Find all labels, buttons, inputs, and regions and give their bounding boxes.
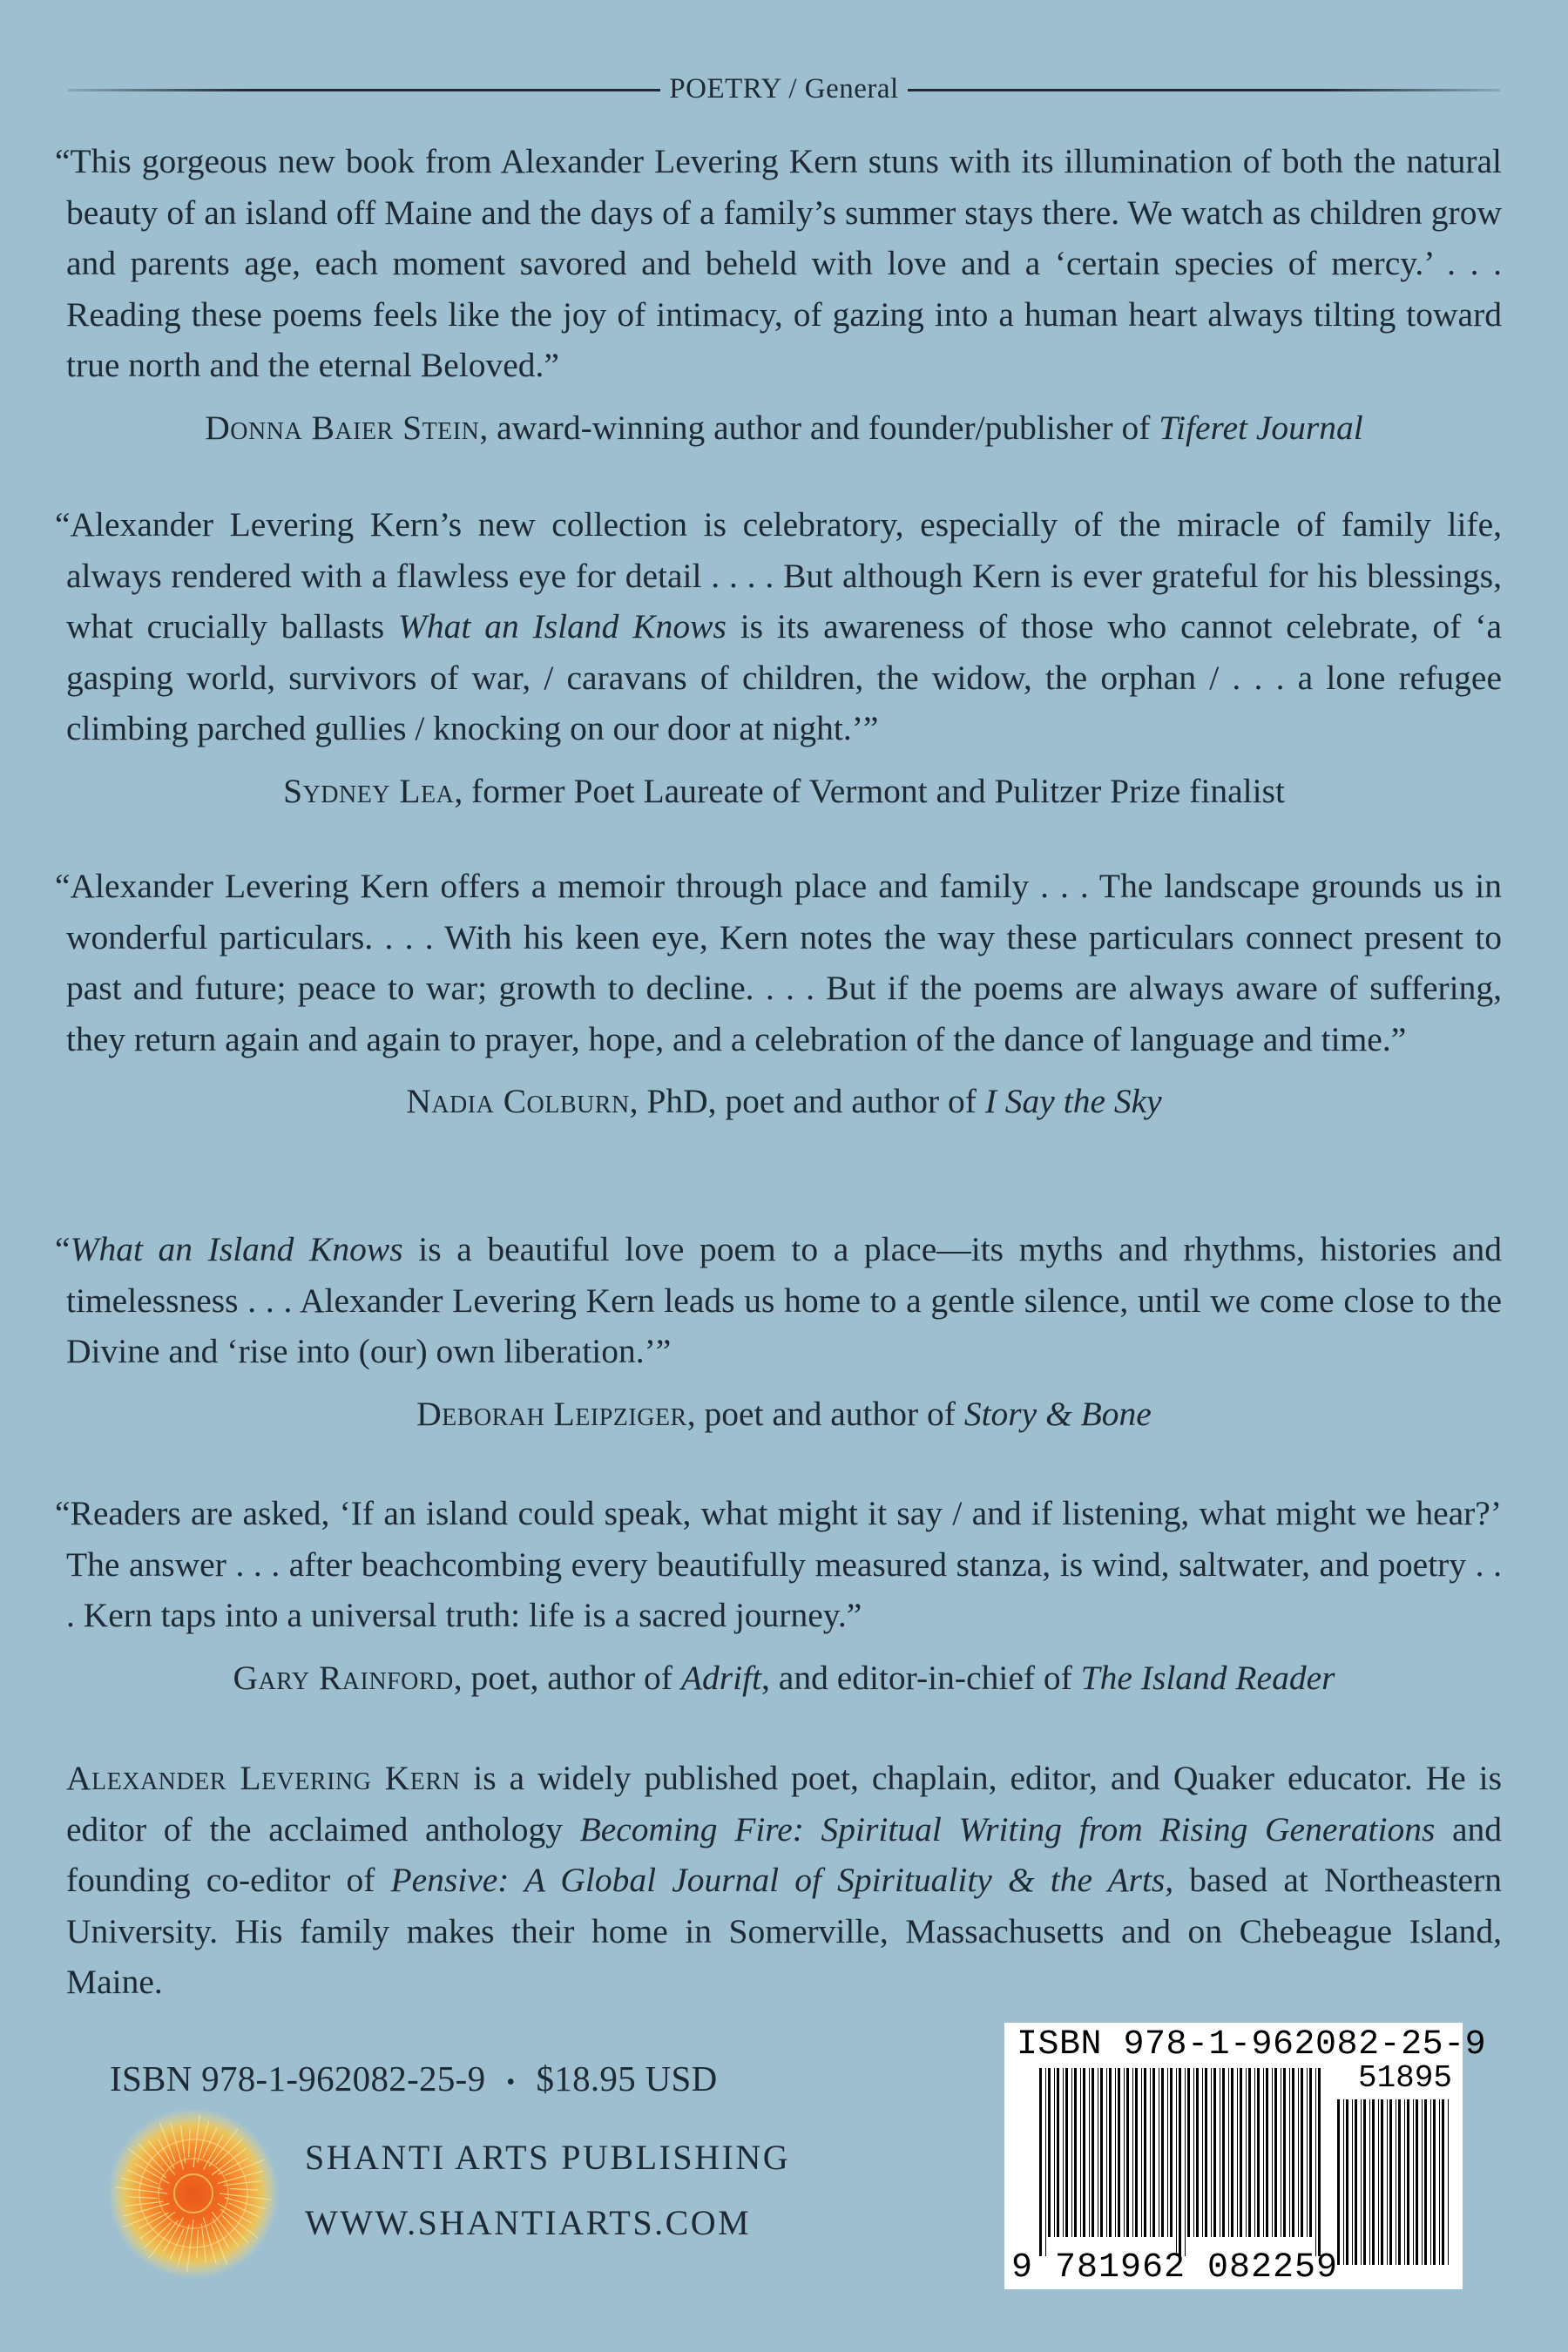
barcode-bar xyxy=(1439,2099,1440,2265)
barcode-bar xyxy=(1161,2068,1164,2237)
barcode-bar xyxy=(1196,2068,1199,2237)
barcode-bar xyxy=(1298,2068,1299,2237)
barcode-bar xyxy=(1404,2099,1405,2265)
barcode-bar xyxy=(1048,2068,1051,2237)
quote-text: is its awareness of those who cannot celebrate, of ‘a gasping world, survivors of war, / caravans of children, the widow, the orphan / . . . a lone refugee climbing parched gullies / knocking on our door at night.’” xyxy=(66,607,1503,747)
barcode-bar xyxy=(1202,2068,1203,2237)
bio-text: is a widely published poet, chaplain, editor, and Quaker educator. He is editor of the acclaimed anthology xyxy=(66,1759,1502,1848)
barcode-bar xyxy=(1080,2068,1081,2237)
barcode-bar xyxy=(1263,2068,1264,2237)
barcode-bar xyxy=(1222,2068,1225,2237)
review xyxy=(55,136,1502,452)
barcode-bar xyxy=(1246,2068,1247,2237)
barcode-isbn-text: ISBN 978-1-962082-25-9 xyxy=(1017,2025,1487,2065)
barcode-bar xyxy=(1283,2068,1286,2237)
reviewer-work: Adrift xyxy=(680,1658,762,1697)
barcode-bar xyxy=(1292,2068,1294,2237)
quote-book-title: What an Island Knows xyxy=(398,607,727,645)
barcode-bar xyxy=(1063,2068,1064,2237)
barcode-bar xyxy=(1378,2099,1379,2265)
reviewer-name: Gary Rainford xyxy=(233,1658,454,1697)
isbn-text: ISBN 978-1-962082-25-9 xyxy=(110,2058,486,2099)
review xyxy=(55,499,1503,815)
barcode-bar xyxy=(1309,2068,1312,2237)
review-quote: “This gorgeous new book from Alexander Levering Kern stuns with its illumination of both the natural beauty of an island off Maine and the days of a family’s summer stays there. We watch as children grow and parents age, each moment savored and beheld with love and a ‘certain species of mercy.’ . . . Reading these poems feels like the joy of intimacy, of gazing into a human heart always tilting toward true north and the eternal Beloved.” xyxy=(55,142,1502,384)
barcode-bar xyxy=(1179,2068,1181,2256)
reviewer-credit: , award-winning author and founder/publisher of xyxy=(479,408,1159,447)
reviewer-name: Donna Baier Stein xyxy=(205,408,480,447)
barcode-bar xyxy=(1228,2068,1229,2237)
review-attribution xyxy=(66,1389,1502,1438)
barcode-bar xyxy=(1352,2099,1353,2265)
barcode-bar xyxy=(1363,2099,1366,2265)
reviewer-credit: , former Poet Laureate of Vermont and Pulitzer Prize finalist xyxy=(454,771,1285,810)
review-attribution xyxy=(66,1077,1502,1125)
barcode-bar xyxy=(1089,2068,1090,2237)
isbn-barcode xyxy=(1004,2023,1487,2289)
review-attribution xyxy=(66,767,1502,815)
isbn-price-line xyxy=(110,2054,718,2107)
barcode-bar xyxy=(1150,2068,1151,2237)
sun-burst-logo-icon xyxy=(106,2106,280,2281)
barcode-bar xyxy=(1442,2099,1444,2265)
quote-text: is a beautiful love poem to a place—its myths and rhythms, histories and timelessness . . . Alexander Levering Kern leads us home to a gentle silence, until we come close to the Divine and ‘rise into (our) own liberation.’” xyxy=(66,1230,1503,1370)
header-rule-left xyxy=(68,89,660,91)
bio-text: and founding co-editor of xyxy=(66,1809,1502,1899)
barcode-bar xyxy=(1413,2099,1414,2265)
barcode-bar xyxy=(1422,2099,1423,2265)
barcode-bar xyxy=(1065,2068,1068,2237)
barcode-bar xyxy=(1398,2099,1401,2265)
barcode-bar xyxy=(1135,2068,1138,2237)
barcode-bar xyxy=(1187,2068,1190,2237)
barcode-addon-bars xyxy=(1337,2099,1450,2284)
barcode-bar xyxy=(1254,2068,1255,2237)
barcode-bar xyxy=(1448,2099,1449,2265)
barcode-bar xyxy=(1193,2068,1194,2237)
barcode-bar xyxy=(1346,2099,1348,2265)
bio-author-name: Alexander Levering Kern xyxy=(66,1759,461,1797)
barcode-bar xyxy=(1315,2068,1316,2256)
barcode-bar xyxy=(1152,2068,1155,2237)
barcode-bar xyxy=(1100,2068,1103,2237)
separator-dot: • xyxy=(506,2068,516,2096)
barcode-bar xyxy=(1231,2068,1233,2237)
barcode-bar xyxy=(1141,2068,1142,2237)
barcode-bar xyxy=(1106,2068,1107,2237)
barcode-bar xyxy=(1248,2068,1251,2237)
barcode-bar xyxy=(1237,2068,1238,2237)
barcode-bar xyxy=(1240,2068,1242,2237)
publisher-website: WWW.SHANTIARTS.COM xyxy=(305,2203,752,2242)
reviewer-name: Deborah Leipziger xyxy=(416,1394,687,1433)
barcode-price-code: 51895 xyxy=(1357,2060,1452,2096)
barcode-bar xyxy=(1170,2068,1173,2237)
barcode-main-bars xyxy=(1039,2068,1321,2256)
review-attribution xyxy=(66,1653,1502,1702)
review xyxy=(55,1488,1502,1702)
barcode-bar xyxy=(1205,2068,1207,2237)
barcode-bar xyxy=(1361,2099,1362,2265)
reviewer-credit: , poet and author of xyxy=(686,1394,964,1433)
barcode-bar xyxy=(1369,2099,1370,2265)
price-text: $18.95 USD xyxy=(536,2058,718,2099)
reviewer-work: The Island Reader xyxy=(1080,1658,1335,1697)
barcode-bar xyxy=(1289,2068,1290,2237)
barcode-bar xyxy=(1074,2068,1077,2237)
reviewer-credit: , poet, author of xyxy=(453,1658,681,1697)
barcode-bar xyxy=(1045,2068,1046,2256)
barcode-bar xyxy=(1430,2099,1431,2265)
barcode-bar xyxy=(1185,2068,1186,2256)
barcode-bar xyxy=(1424,2099,1427,2265)
reviewer-name: Sydney Lea xyxy=(283,771,455,810)
barcode-bar xyxy=(1039,2068,1042,2256)
review xyxy=(55,861,1502,1125)
barcode-bar xyxy=(1343,2099,1344,2265)
barcode-bar xyxy=(1083,2068,1085,2237)
review xyxy=(55,1224,1503,1438)
barcode-bar xyxy=(1407,2099,1409,2265)
category-label: POETRY / General xyxy=(669,73,899,105)
barcode-bar xyxy=(1132,2068,1133,2237)
barcode-bar xyxy=(1126,2068,1129,2237)
barcode-bar xyxy=(1318,2068,1321,2256)
barcode-bar xyxy=(1389,2099,1392,2265)
barcode-bar xyxy=(1433,2099,1436,2265)
reviewer-work: Story & Bone xyxy=(963,1394,1152,1433)
barcode-bar xyxy=(1337,2099,1340,2265)
quote-open-mark: “ xyxy=(55,1230,71,1268)
review-quote: “Alexander Levering Kern offers a memoir through place and family . . . The landscape grounds us in wonderful particulars. . . . With his keen eye, Kern notes the way these particulars connect present to past and future; peace to war; growth to decline. . . . But if the poems are always aware of suffering, they return again and again to prayer, hope, and a celebration of the dance of language and time.” xyxy=(55,867,1502,1058)
publisher-name: SHANTI ARTS PUBLISHING xyxy=(305,2138,791,2177)
barcode-bar xyxy=(1211,2068,1212,2237)
bio-journal-title: Pensive: A Global Journal of Spirituality & the Arts, xyxy=(390,1861,1174,1899)
barcode-bar xyxy=(1144,2068,1146,2237)
review-quote xyxy=(55,499,1503,754)
barcode-bar xyxy=(1274,2068,1277,2237)
barcode-digits: 9 781962 082259 xyxy=(1011,2248,1339,2288)
barcode-bar xyxy=(1071,2068,1072,2237)
review-attribution xyxy=(66,403,1502,452)
barcode-bar xyxy=(1115,2068,1116,2237)
review-quote: “Readers are asked, ‘If an island could speak, what might it say / and if listening, what might we hear?’ The answer . . . after beachcombing every beautifully measured stanza, is wind, saltwater, and poetry . . . Kern taps into a universal truth: life is a sacred journey.” xyxy=(55,1494,1502,1634)
barcode-bar xyxy=(1054,2068,1055,2237)
reviewer-work: I Say the Sky xyxy=(984,1082,1162,1120)
header-rule-right xyxy=(908,89,1500,91)
barcode-bar xyxy=(1167,2068,1168,2237)
barcode-bar xyxy=(1416,2099,1418,2265)
quote-text: “Alexander Levering Kern’s new collection is celebratory, especially of the miracle of family life, always rendered with a flawless eye for detail . . . . But although Kern is ever grateful for his blessings, what crucially ballasts xyxy=(55,505,1502,645)
barcode-bar xyxy=(1372,2099,1375,2265)
barcode-bar xyxy=(1109,2068,1112,2237)
reviewer-credit: , PhD, poet and author of xyxy=(629,1082,985,1120)
reviewer-work: Tiferet Journal xyxy=(1159,408,1363,447)
reviewer-credit: , and editor-in-chief of xyxy=(761,1658,1081,1697)
barcode-bar xyxy=(1272,2068,1273,2237)
barcode-bar xyxy=(1387,2099,1388,2265)
barcode-bar xyxy=(1257,2068,1260,2237)
bio-text: based at Northeastern University. His family makes their home in Somerville, Massachusetts and on Chebeague Island, Maine. xyxy=(66,1861,1502,2001)
quote-book-title: What an Island Knows xyxy=(70,1230,403,1268)
barcode-bar xyxy=(1301,2068,1303,2237)
barcode-bar xyxy=(1381,2099,1383,2265)
barcode-bar xyxy=(1307,2068,1308,2237)
barcode-bar xyxy=(1213,2068,1216,2237)
review-quote xyxy=(55,1224,1503,1377)
barcode-bar xyxy=(1057,2068,1059,2237)
barcode-bar xyxy=(1355,2099,1357,2265)
barcode-bar xyxy=(1176,2068,1177,2256)
reviewer-name: Nadia Colburn xyxy=(406,1082,630,1120)
barcode-bar xyxy=(1266,2068,1268,2237)
barcode-bar xyxy=(1092,2068,1094,2237)
bio-book-title: Becoming Fire: Spiritual Writing from Rising Generations xyxy=(579,1809,1436,1848)
category-header xyxy=(68,70,1500,108)
author-bio xyxy=(66,1753,1502,2008)
barcode-bar xyxy=(1118,2068,1120,2237)
barcode-bar xyxy=(1124,2068,1125,2237)
